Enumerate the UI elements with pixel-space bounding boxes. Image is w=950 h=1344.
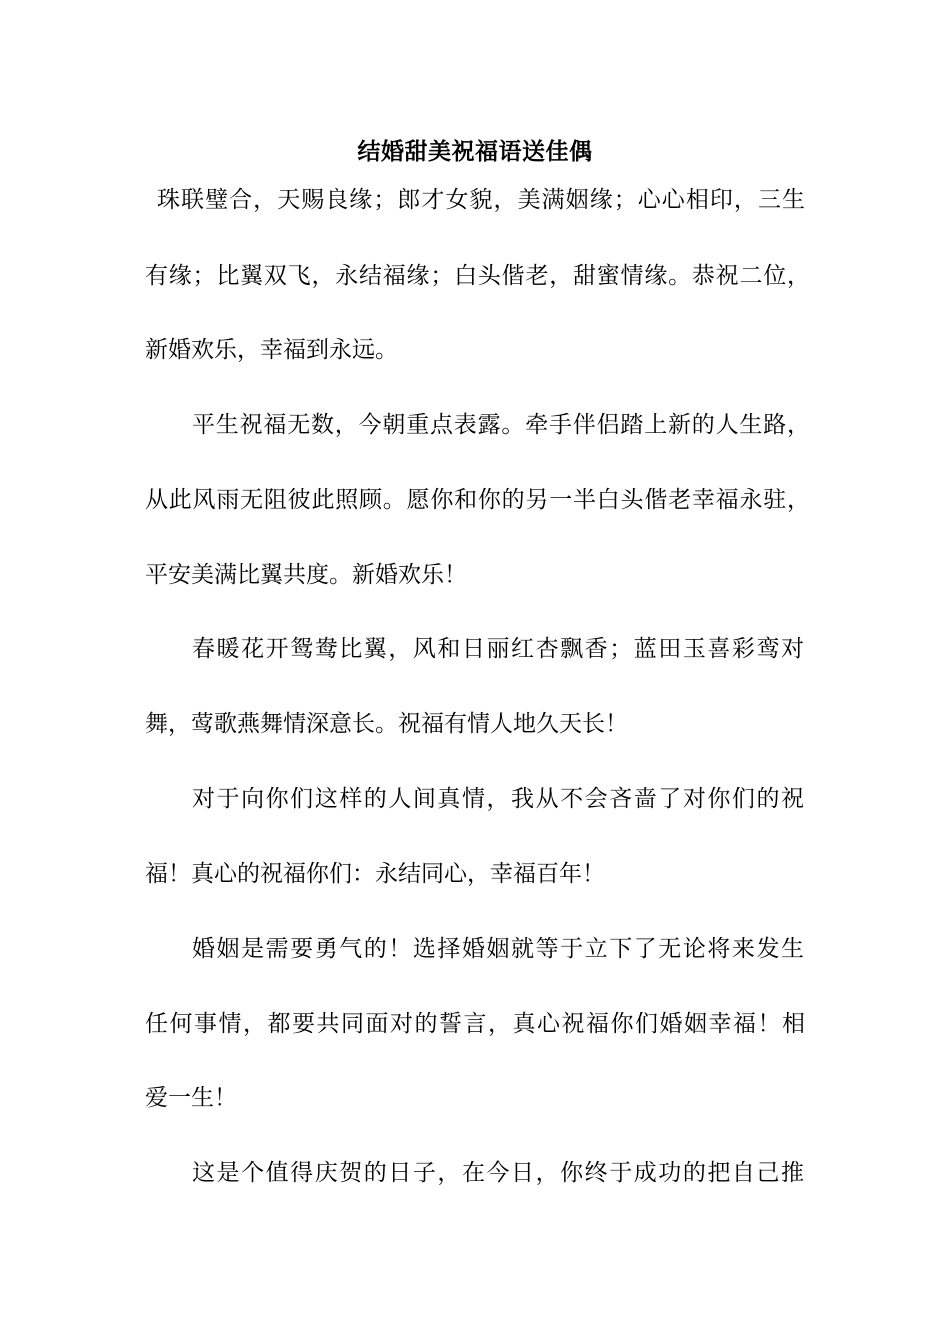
paragraph-2-line-1: 平生祝福无数，今朝重点表露。牵手伴侣踏上新的人生路，	[192, 412, 810, 438]
paragraph-5-line-3: 爱一生！	[145, 1085, 237, 1111]
paragraph-2-line-3: 平安美满比翼共度。新婚欢乐！	[145, 562, 467, 588]
paragraph-5-line-1: 婚姻是需要勇气的！选择婚姻就等于立下了无论将来发生	[192, 936, 804, 962]
paragraph-4-line-1: 对于向你们这样的人间真情，我从不会吝啬了对你们的祝	[192, 786, 804, 812]
paragraph-1-line-3: 新婚欢乐，幸福到永远。	[145, 337, 398, 363]
paragraph-1-line-2: 有缘；比翼双飞，永结福缘；白头偕老，甜蜜情缘。恭祝二位，	[145, 263, 810, 289]
paragraph-3-line-2: 舞，莺歌燕舞情深意长。祝福有情人地久天长！	[145, 711, 628, 737]
paragraph-5-line-2: 任何事情，都要共同面对的誓言，真心祝福你们婚姻幸福！相	[145, 1011, 805, 1037]
paragraph-1-line-1: 珠联璧合，天赐良缘；郎才女貌，美满姻缘；心心相印，三生	[157, 187, 805, 213]
page-title: 结婚甜美祝福语送佳偶	[357, 138, 593, 165]
paragraph-4-line-2: 福！真心的祝福你们：永结同心，幸福百年！	[145, 861, 605, 887]
paragraph-6-line-1: 这是个值得庆贺的日子，在今日，你终于成功的把自己推	[192, 1160, 804, 1186]
paragraph-3-line-1: 春暖花开鸳鸯比翼，风和日丽红杏飘香；蓝田玉喜彩鸾对	[192, 636, 804, 662]
paragraph-2-line-2: 从此风雨无阻彼此照顾。愿你和你的另一半白头偕老幸福永驻，	[145, 487, 810, 513]
